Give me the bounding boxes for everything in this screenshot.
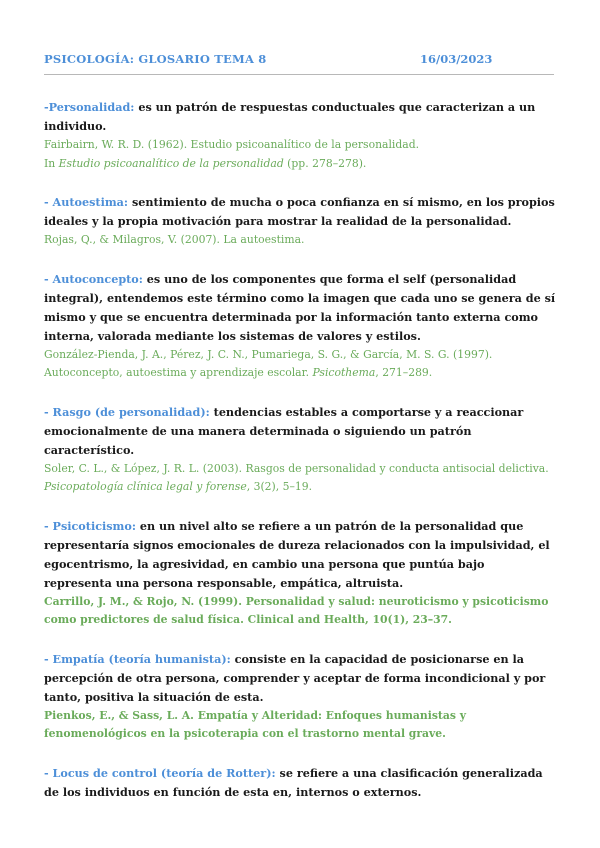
entry-reference <box>44 136 556 173</box>
entry-definition <box>44 98 556 136</box>
header-divider <box>44 74 554 75</box>
reference-italic: Psicothema <box>312 366 376 379</box>
glossary-entry-autoestima <box>44 193 556 250</box>
entry-term: - Psicoticismo: <box>44 518 136 533</box>
entry-term: - Empatía (teoría humanista): <box>44 651 231 666</box>
document-title: PSICOLOGÍA: GLOSARIO TEMA 8 <box>44 52 267 66</box>
entry-text: consiste en la capacidad de posicionarse en la percepción de otra persona, comprender y aceptar de forma incondicional y por tanto, positiva la situación de esta. <box>44 651 546 704</box>
reference-suffix: , 3(2), 5–19. <box>246 480 313 493</box>
reference-text: González-Pienda, J. A., Pérez, J. C. N., Pumariega, S. G., & García, M. S. G. (1997). Autoconcepto, autoestima y aprendizaje escolar. <box>44 347 493 379</box>
entry-term: - Autoconcepto: <box>44 271 143 286</box>
reference-text: Soler, C. L., & López, J. R. L. (2003). Rasgos de personalidad y conducta antisocial delictiva. <box>44 461 549 475</box>
entry-text: es un patrón de respuestas conductuales que caracterizan a un individuo. <box>44 100 536 133</box>
entry-reference <box>44 460 556 497</box>
entry-term: -Personalidad: <box>44 100 135 114</box>
document-date: 16/03/2023 <box>420 52 493 66</box>
reference-suffix: (pp. 278–278). <box>283 156 367 170</box>
entry-reference <box>44 346 556 383</box>
reference-prefix: In <box>44 156 59 170</box>
entry-text: tendencias estables a comportarse y a reaccionar emocionalmente de una manera determinada o siguiendo un patrón característico. <box>44 404 524 457</box>
entry-text: se refiere a una clasificación generalizada de los individuos en función de esta en, internos o externos. <box>44 765 543 799</box>
entry-definition <box>44 193 556 231</box>
glossary-entry-personalidad <box>44 98 556 173</box>
glossary-entry-locus-de-control <box>44 764 556 802</box>
entry-term: - Locus de control (teoría de Rotter): <box>44 765 276 780</box>
entry-text: en un nivel alto se refiere a un patrón de la personalidad que representaría signos emocionales de dureza relacionados con la impulsividad, el egocentrismo, la agresividad, en cambio una persona que puntúa bajo representa una persona responsable, empática, altruista. <box>44 518 550 590</box>
entry-reference <box>44 231 556 250</box>
reference-text: Rojas, Q., & Milagros, V. (2007). La autoestima. <box>44 233 305 246</box>
glossary <box>44 98 556 822</box>
entry-definition <box>44 270 556 346</box>
reference-suffix: , 271–289. <box>375 366 433 379</box>
entry-reference: Pienkos, E., & Sass, L. A. Empatía y Alteridad: Enfoques humanistas y fenomenológicos en la psicoterapia con el trastorno mental grave. <box>44 708 467 740</box>
glossary-entry-empatia <box>44 650 556 744</box>
entry-reference: Carrillo, J. M., & Rojo, N. (1999). Personalidad y salud: neuroticismo y psicoticismo como predictores de salud física. Clinical and Health, 10(1), 23–37. <box>44 594 549 626</box>
entry-definition <box>44 403 556 460</box>
entry-definition <box>44 764 556 802</box>
glossary-entry-autoconcepto <box>44 270 556 383</box>
entry-text: sentimiento de mucha o poca confianza en sí mismo, en los propios ideales y la propia motivación para mostrar la realidad de la personalidad. <box>44 195 555 228</box>
page-header <box>44 52 554 72</box>
entry-term: - Autoestima: <box>44 195 129 209</box>
reference-italic: Psicopatología clínica legal y forense <box>44 480 247 493</box>
reference-text: Fairbairn, W. R. D. (1962). Estudio psicoanalítico de la personalidad. <box>44 138 420 151</box>
entry-text: es uno de los componentes que forma el self (personalidad integral), entendemos este término como la imagen que cada uno se genera de sí mismo y que se encuentra determinada por la información tanto externa como interna, valorada mediante los sistemas de valores y estilos. <box>44 271 556 343</box>
reference-italic: Estudio psicoanalítico de la personalidad <box>58 156 284 170</box>
glossary-entry-rasgo <box>44 403 556 497</box>
entry-definition <box>44 517 556 593</box>
entry-term: - Rasgo (de personalidad): <box>44 404 210 419</box>
entry-definition <box>44 650 556 707</box>
glossary-entry-psicoticismo <box>44 517 556 630</box>
